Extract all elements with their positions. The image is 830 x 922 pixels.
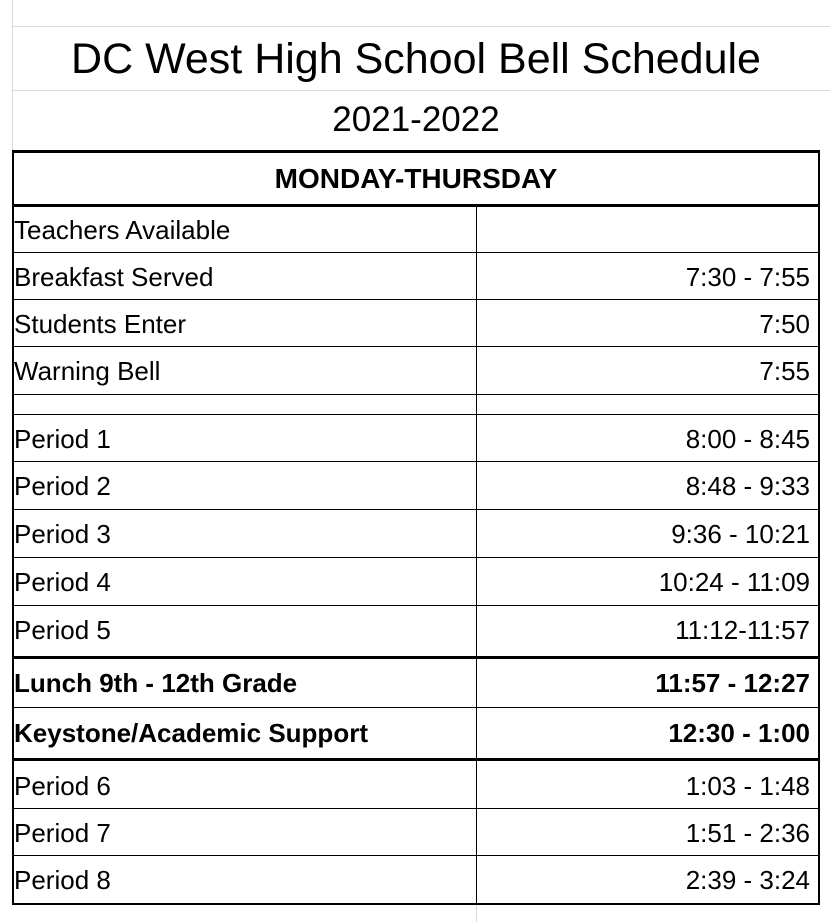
row-time: 7:55 (759, 356, 810, 386)
row-divider (12, 707, 820, 708)
table-row (12, 348, 820, 392)
section-header: MONDAY-THURSDAY (274, 163, 558, 194)
gridline (12, 26, 830, 27)
row-label: Students Enter (14, 309, 186, 339)
table-border-right (818, 150, 820, 905)
row-label: Period 2 (14, 471, 111, 501)
row-time: 7:30 - 7:55 (685, 262, 810, 292)
table-row (12, 763, 820, 807)
schedule-table (12, 150, 820, 911)
table-border-top (12, 150, 820, 153)
row-time: 1:03 - 1:48 (685, 771, 810, 801)
table-row (12, 301, 820, 345)
row-divider (12, 252, 820, 253)
row-divider (12, 394, 820, 395)
keystone-border-bottom (12, 758, 820, 761)
table-row (12, 511, 820, 555)
gridline (12, 90, 830, 91)
row-divider (12, 557, 820, 558)
row-label: Period 1 (14, 424, 111, 454)
row-label: Lunch 9th - 12th Grade (14, 668, 298, 698)
row-divider (12, 414, 820, 415)
row-time: 10:24 - 11:09 (658, 567, 810, 597)
row-label: Breakfast Served (14, 262, 214, 292)
row-divider (12, 346, 820, 347)
table-row (12, 607, 820, 651)
row-label: Teachers Available (14, 215, 231, 245)
row-time: 8:00 - 8:45 (685, 424, 810, 454)
row-time: 1:51 - 2:36 (685, 818, 810, 848)
table-row (12, 416, 820, 460)
row-time: 11:57 - 12:27 (655, 668, 810, 698)
gridline (476, 905, 477, 922)
row-time: 8:48 - 9:33 (685, 471, 810, 501)
row-label: Period 3 (14, 519, 111, 549)
row-label: Keystone/Academic Support (14, 718, 368, 748)
table-row (12, 660, 820, 704)
table-row (12, 710, 820, 754)
row-time: 12:30 - 1:00 (668, 718, 810, 748)
section-header-row (12, 150, 820, 204)
row-label: Period 4 (14, 567, 111, 597)
row-divider (12, 461, 820, 462)
row-time: 2:39 - 3:24 (685, 865, 810, 895)
table-row (12, 810, 820, 854)
row-label: Warning Bell (14, 356, 161, 386)
row-divider (12, 605, 820, 606)
table-row (12, 559, 820, 603)
page-title: DC West High School Bell Schedule (71, 35, 761, 83)
lunch-border-top (12, 656, 820, 659)
table-row (12, 254, 820, 298)
row-label: Period 6 (14, 771, 111, 801)
column-divider (476, 206, 477, 905)
row-divider (12, 299, 820, 300)
row-label: Period 5 (14, 615, 111, 645)
header-border-bottom (12, 204, 820, 207)
table-border-bottom (12, 903, 820, 905)
table-border-left (12, 150, 14, 905)
row-time: 9:36 - 10:21 (671, 519, 810, 549)
table-row (12, 857, 820, 901)
row-divider (12, 509, 820, 510)
row-time: 7:50 (759, 309, 810, 339)
row-divider (12, 808, 820, 809)
row-time: 11:12-11:57 (675, 615, 810, 645)
row-divider (12, 855, 820, 856)
row-time (477, 207, 820, 251)
row-label: Period 7 (14, 818, 111, 848)
row-label: Period 8 (14, 865, 111, 895)
table-row (12, 207, 820, 251)
school-year: 2021-2022 (332, 100, 500, 139)
table-row (12, 463, 820, 507)
